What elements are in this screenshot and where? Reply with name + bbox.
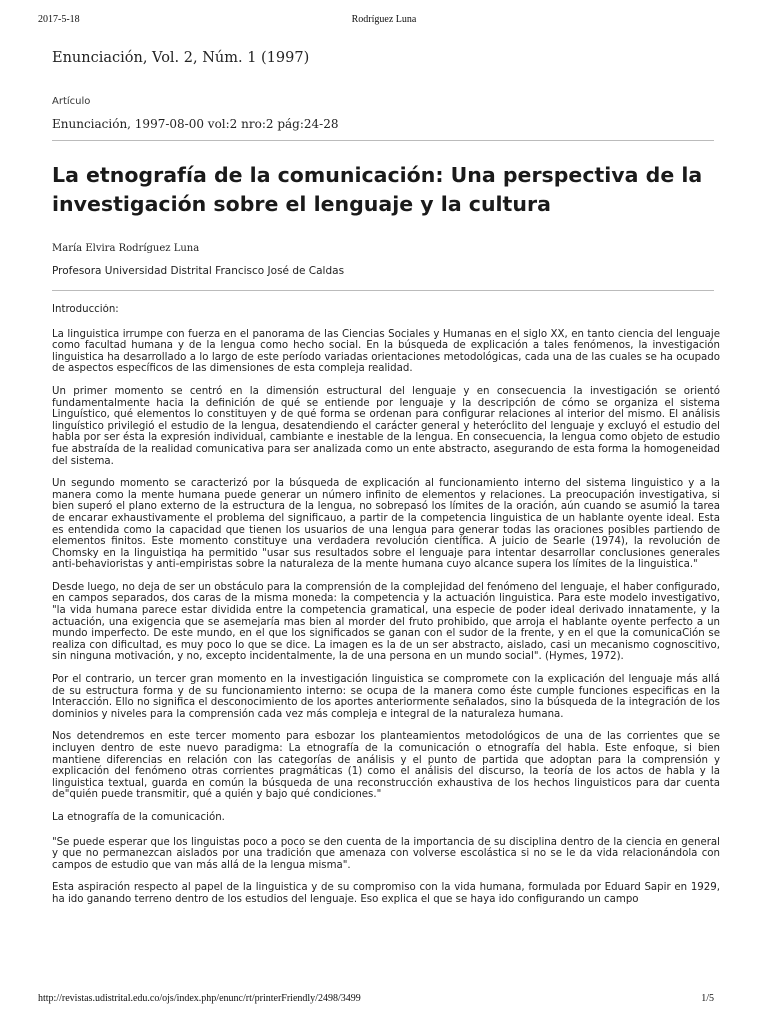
divider xyxy=(52,290,714,291)
print-footer xyxy=(0,993,768,1011)
article-title: La etnografía de la comunicación: Una perspectiva de la investigación sobre el lenguaje y la cultura xyxy=(52,163,703,216)
section-heading: Introducción: xyxy=(52,304,119,315)
page-number: 1/5 xyxy=(701,993,714,1004)
body-paragraph: La linguistica irrumpe con fuerza en el panorama de las Ciencias Sociales y Humanas en el siglo XX, en tanto ciencia del lenguaje como facultad humana y de la lengua como hecho social. En la búsqueda de explicación a tales fenómenos, la investigación linguistica ha desarrollado a lo largo de este período variadas orientaciones metodológicas, cada una de las cuales se ha ocupado de aspectos específicos de las dimensiones de esta compleja realidad. xyxy=(52,328,720,375)
page-url: http://revistas.udistrital.edu.co/ojs/index.php/enunc/rt/printerFriendly/2498/3499 xyxy=(38,993,361,1004)
body-paragraph: Por el contrario, un tercer gran momento en la investigación linguistica se compromete con la explicación del lenguaje más allá de su estructura forma y de su funcionamiento interno: se ocupa de la manera como éste cumple funciones especificas en la Interacción. Ello no significa el desconocimiento de los aportes anteriormente señalados, sino la búsqueda de la integración de los dominios y niveles para la comprensión cada vez más compleja e integral de la naturaleza humana. xyxy=(52,674,720,720)
body-paragraph: Esta aspiración respecto al papel de la linguistica y de su compromiso con la vida humana, formulada por Eduard Sapir en 1929, ha ido ganando terreno dentro de los estudios del lenguaje. Eso explica el que se haya ido configurando un campo xyxy=(52,882,720,905)
print-header xyxy=(0,14,768,32)
body-paragraph: Un primer momento se centró en la dimensión estructural del lenguaje y en consecuencia la investigación se orientó fundamentalmente hacia la definición de qué se entiende por lenguaje y la descripción de cómo se organiza el sistema Linguístico, qué elementos lo constituyen y de qué forma se ordenan para configurar relaciones al interior del mismo. El análisis linguístico privilegió el estudio de la lengua, desatendiendo el carácter general y heteróclito del lenguaje y excluyó el estudio del habla por ser ésta la expresión individual, cambiante e inestable de la lengua. En consecuencia, la lengua como objeto de estudio fue abstraída de la realidad comunicativa para ser analizada como un ente abstracto, asegurando de esta forma la homogeneidad del sistema. xyxy=(52,385,720,467)
section-heading: La etnografía de la comunicación. xyxy=(52,811,225,823)
section-label: Artículo xyxy=(52,96,91,107)
journal-issue: Enunciación, Vol. 2, Núm. 1 (1997) xyxy=(52,50,310,66)
divider xyxy=(52,140,714,141)
body-paragraph: Nos detendremos en este tercer momento para esbozar los planteamientos metodológicos de una de las corrientes que se incluyen dentro de este nuevo paradigma: La etnografía de la comunicación o etnografía del habla. Este enfoque, si bien mantiene diferencias en relación con las categorías de análisis y el punto de partida que adoptan para la comprensión y explicación del fenómeno otras corrientes pragmáticas (1) como el análisis del discurso, la teoría de los actos de habla y la linguistica textual, guarda en común la búsqueda de una reconstrucción exhaustiva de los hechos linguisticos para dar cuenta de"quién puede transmitir, qué a quién y bajo qué condiciones." xyxy=(52,731,720,801)
body-paragraph: Desde luego, no deja de ser un obstáculo para la comprensión de la complejidad del fenómeno del lenguaje, el haber configurado, en campos separados, dos caras de la misma moneda: la competencia y la actuación linguistica. Para este modelo investigativo, "la vida humana parece estar dividida entre la competencia gramatical, una especie de poder ideal derivado innatamente, y la actuación, una exigencia que se asemejaría mas bien al morder del fruto prohibido, que arroja el hablante oyente perfecto a un mundo imperfecto. De este mundo, en el que los significados se ganan con el sudor de la frente, y en el que la comunicaCión se realiza con dificultad, es muy poco lo que se dice. La imagen es la de un ser abstracto, aislado, casi un mecanismo cognoscitivo, sin ninguna motivación, y no, excepto incidentalmente, la de una persona en un mundo social". (Hymes, 1972). xyxy=(52,581,720,663)
block-quote: "Se puede esperar que los linguistas poco a poco se den cuenta de la importancia de su disciplina dentro de la ciencia en general y que no permanezcan aislados por una tradición que amenaza con volverse escolástica si no se le da vida relacionándola con campos de estudio que van más allá de la lengua misma". xyxy=(52,836,720,871)
author-affiliation: Profesora Universidad Distrital Francisco José de Caldas xyxy=(52,265,345,277)
author-name: María Elvira Rodríguez Luna xyxy=(52,243,200,254)
print-date: 2017-5-18 xyxy=(38,14,80,25)
citation: Enunciación, 1997-08-00 vol:2 nro:2 pág:24-28 xyxy=(52,117,339,131)
article-body xyxy=(52,304,720,984)
print-header-title: Rodríguez Luna xyxy=(351,14,417,25)
body-paragraph: Un segundo momento se caracterizó por la búsqueda de explicación al funcionamiento interno del sistema linguistico y a la manera como la mente humana puede generar un número infinito de elementos y relaciones. La preocupación investigativa, si bien superó el plano externo de la estructura de la lengua, no sobrepasó los límites de la oración, aún cuando se asumió la tarea de encarar exhaustivamente el problema del significauo, a partir de la competencia linguistica de un hablante oyente ideal. Esta es entendida como la capacidad que tienen los usuarios de una lengua para generar todas las oraciones posibles partiendo de elementos finitos. Este momento constituye una verdadera revolución científica. A juicio de Searle (1974), la revolución de Chomsky en la linguistiqa ha permitido "usar sus resultados sobre el lenguaje para intentar desarrollar conclusiones generales anti-behavioristas y anti-empiristas sobre la naturaleza de la mente humana cuyo alcance supera los límites de la linguistica." xyxy=(52,478,720,571)
